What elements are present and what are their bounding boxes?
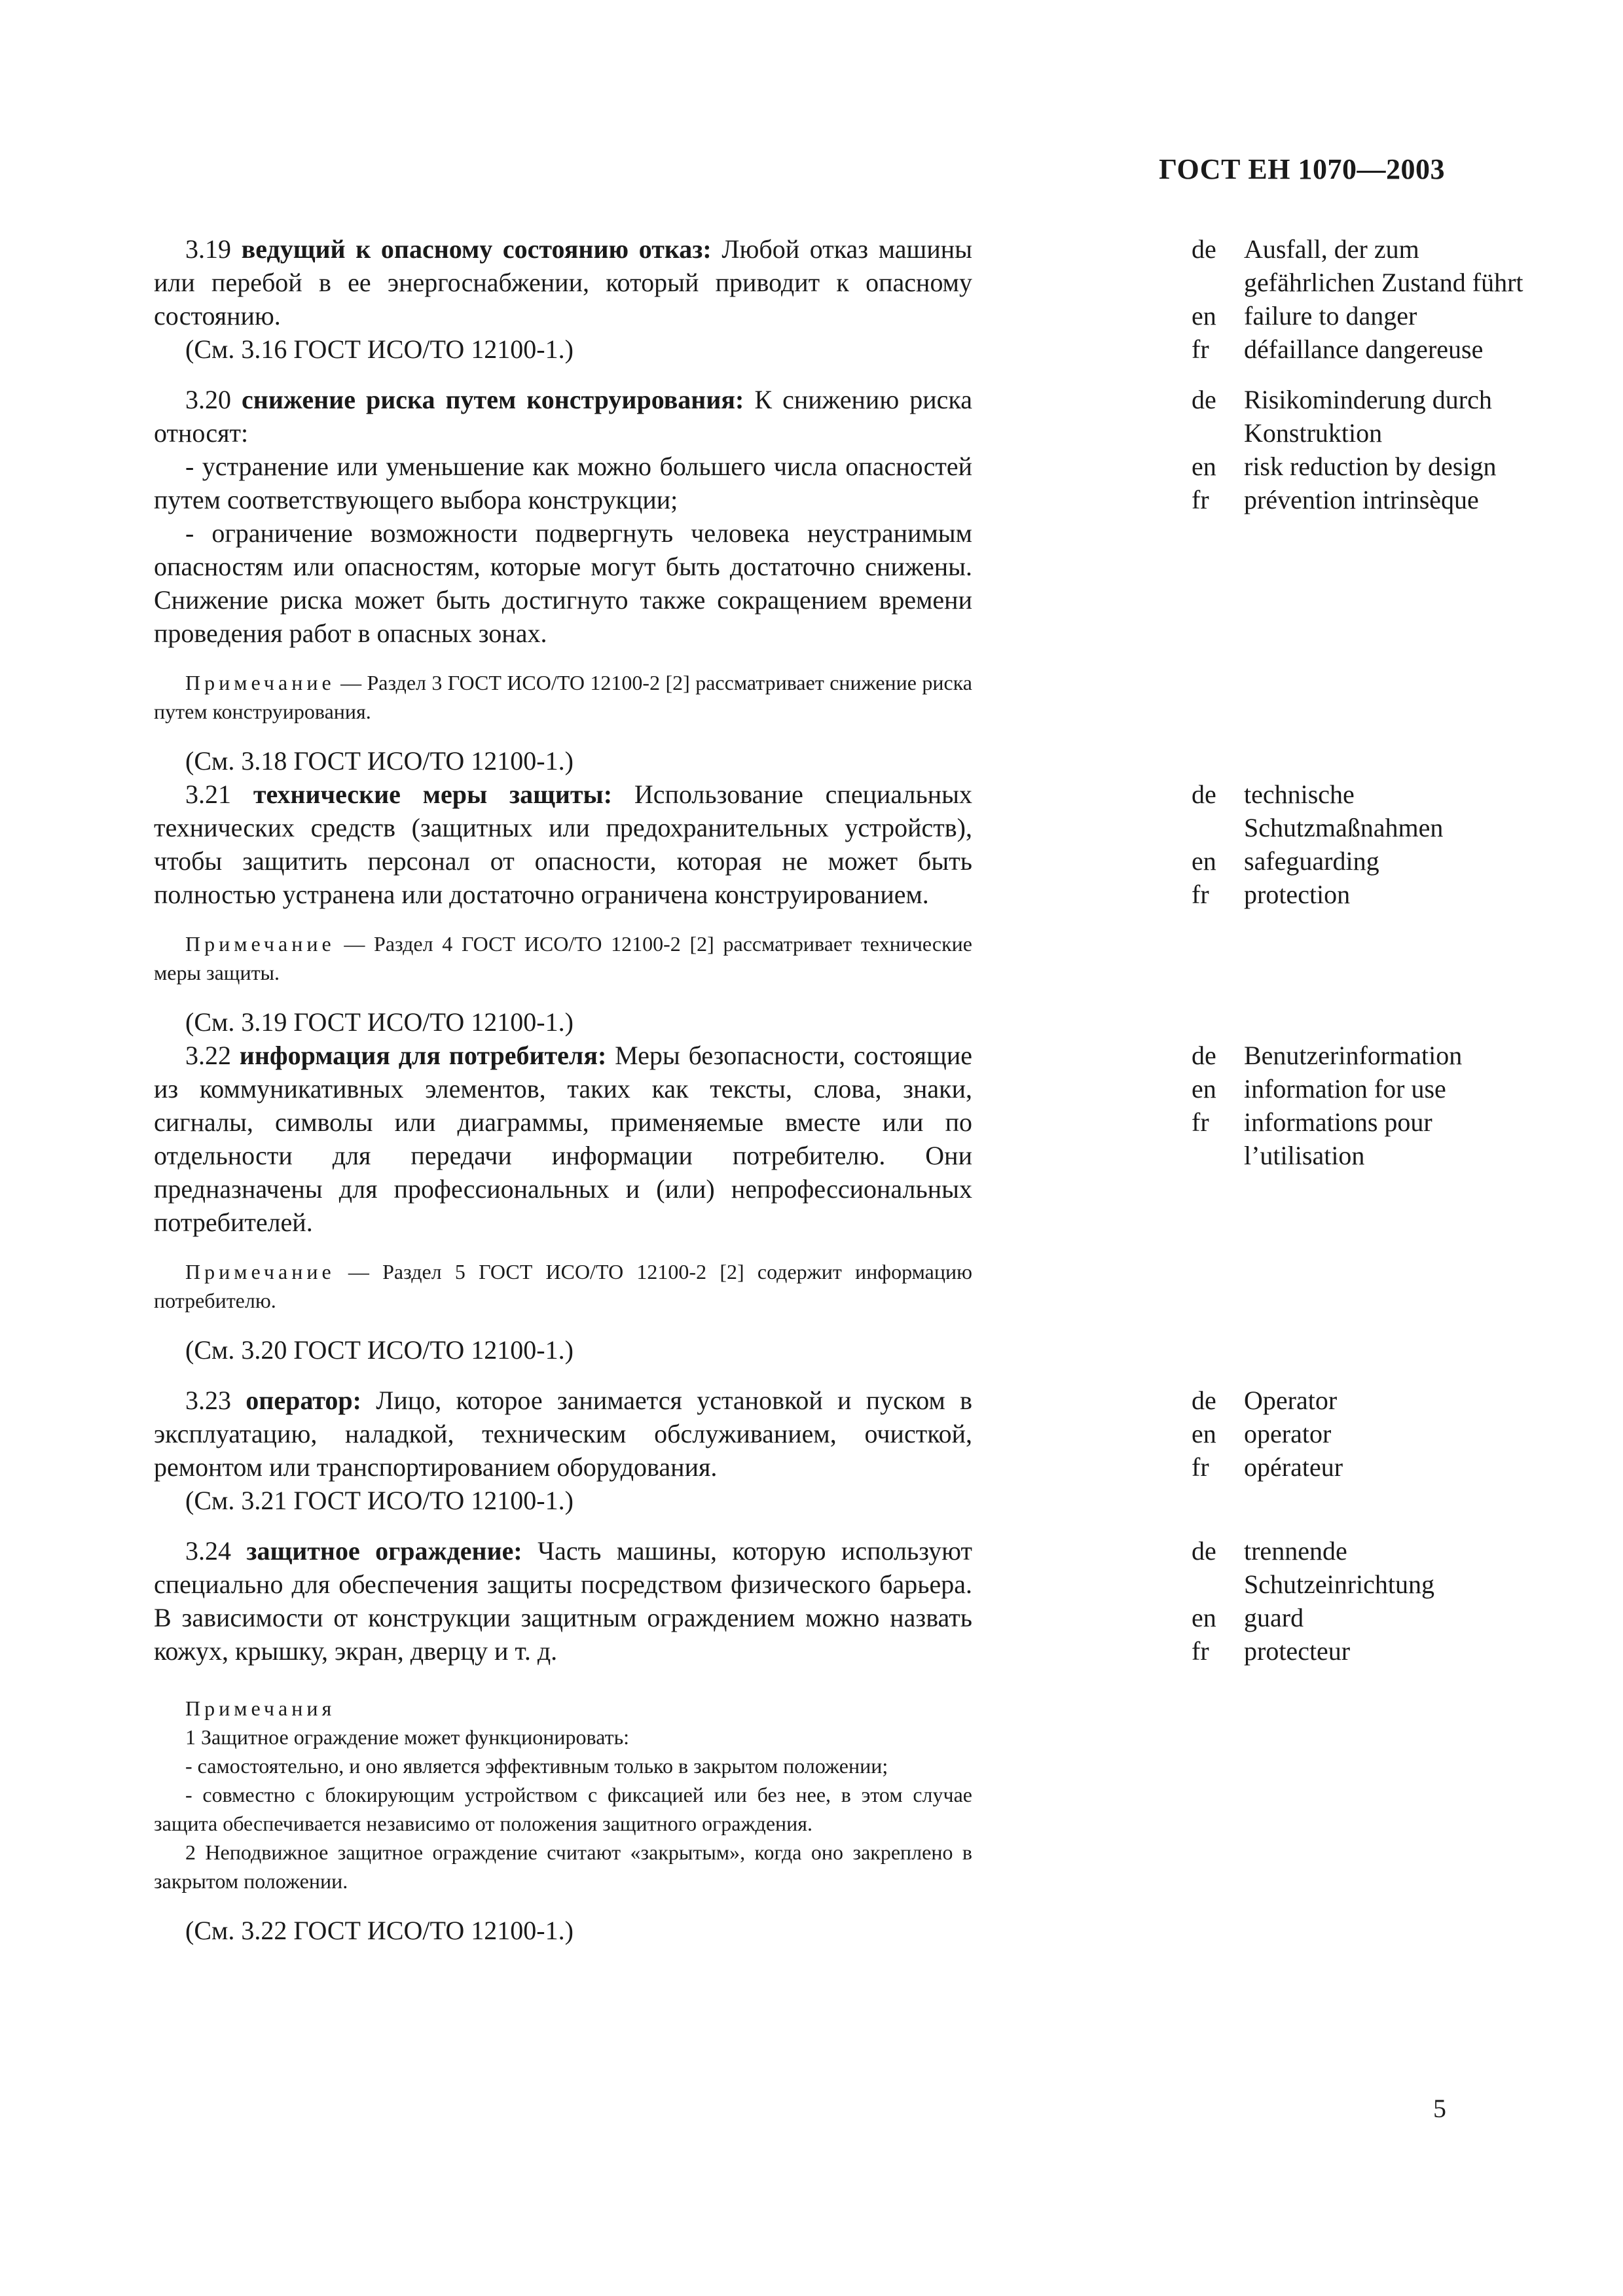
note-item: - совместно с блокирующим устройством с фиксацией или без нее, в этом случае защита обеспечивается независимо от положения защитного ограждения. bbox=[154, 1783, 972, 1835]
definition-paragraph bbox=[154, 778, 972, 911]
term-entry-3-24 bbox=[154, 1534, 1450, 1947]
definition-column bbox=[154, 383, 972, 778]
equivalent-text: opérateur bbox=[1244, 1452, 1343, 1482]
cross-reference: (См. 3.16 ГОСТ ИСО/ТО 12100-1.) bbox=[185, 334, 574, 364]
lang-code: en bbox=[1192, 1074, 1216, 1103]
term-entry-3-21 bbox=[154, 778, 1450, 1039]
equivalent-en bbox=[1192, 299, 1558, 332]
note bbox=[154, 929, 972, 987]
note-block bbox=[154, 668, 972, 726]
list-item: - устранение или уменьшение как можно большего числа опасностей путем соответствующего выбора конструкции; bbox=[154, 452, 972, 514]
equivalent-text: prévention intrinsèque bbox=[1244, 485, 1479, 514]
equivalent-en bbox=[1192, 1601, 1558, 1634]
equivalent-de bbox=[1192, 1384, 1558, 1417]
definition-paragraph bbox=[154, 1039, 972, 1239]
term-number: 3.19 bbox=[185, 234, 231, 264]
page-content bbox=[154, 232, 1523, 1947]
equivalent-text: Ausfall, der zum bbox=[1244, 234, 1419, 264]
lang-code: de bbox=[1192, 234, 1216, 264]
lang-code: fr bbox=[1192, 1107, 1209, 1137]
equivalents-column bbox=[1192, 232, 1558, 366]
equivalents-column bbox=[1192, 1534, 1558, 1668]
equivalent-text: Benutzerinformation bbox=[1244, 1041, 1463, 1070]
term-entry-3-22 bbox=[154, 1039, 1463, 1367]
note-block bbox=[154, 929, 972, 987]
term-number: 3.20 bbox=[185, 385, 231, 414]
term-definition: Использование специальных технических средств (защитных или предохранительных устройств), чтобы защитить персонал от опасности, которая не может быть полностью устранена или достаточно ограничена конструированием. bbox=[154, 780, 972, 909]
equivalent-text: information for use bbox=[1244, 1074, 1446, 1103]
lang-code: en bbox=[1192, 452, 1216, 481]
lang-code: fr bbox=[1192, 1636, 1209, 1666]
lang-code: en bbox=[1192, 846, 1216, 876]
lang-code: de bbox=[1192, 1536, 1216, 1566]
equivalent-text: Risikominderung durch bbox=[1244, 385, 1492, 414]
equivalent-de bbox=[1192, 778, 1558, 844]
note-text: — Раздел 4 ГОСТ ИСО/ТО 12100-2 [2] рассматривает технические меры защиты. bbox=[154, 932, 973, 984]
lang-code: de bbox=[1192, 385, 1216, 414]
equivalent-fr bbox=[1192, 483, 1558, 516]
equivalent-text: operator bbox=[1244, 1419, 1332, 1448]
equivalents-column bbox=[1192, 778, 1558, 911]
definition-column bbox=[154, 1534, 972, 1947]
cross-reference: (См. 3.21 ГОСТ ИСО/ТО 12100-1.) bbox=[185, 1486, 574, 1515]
lang-code: fr bbox=[1192, 880, 1209, 909]
equivalent-text: Operator bbox=[1244, 1386, 1338, 1415]
definition-paragraph bbox=[154, 232, 972, 332]
cross-reference: (См. 3.19 ГОСТ ИСО/ТО 12100-1.) bbox=[185, 1007, 574, 1037]
definition-paragraph bbox=[154, 383, 972, 450]
equivalent-fr bbox=[1192, 1450, 1558, 1484]
equivalent-en bbox=[1192, 1072, 1558, 1105]
equivalent-text: safeguarding bbox=[1244, 846, 1379, 876]
equivalent-text: technische bbox=[1244, 780, 1355, 809]
note bbox=[154, 668, 972, 726]
term-number: 3.24 bbox=[185, 1536, 231, 1566]
equivalent-text: gefährlichen Zustand führt bbox=[1244, 268, 1523, 297]
equivalent-text: défaillance dangereuse bbox=[1244, 334, 1484, 364]
lang-code: de bbox=[1192, 1041, 1216, 1070]
lang-code: de bbox=[1192, 1386, 1216, 1415]
document-header: ГОСТ ЕН 1070—2003 bbox=[1159, 153, 1445, 185]
term-definition: Любой отказ машины или перебой в ее энергоснабжении, который приводит к опасному состоянию. bbox=[154, 234, 973, 331]
equivalent-text: informations pour bbox=[1244, 1107, 1432, 1137]
cross-reference: (См. 3.20 ГОСТ ИСО/ТО 12100-1.) bbox=[185, 1335, 574, 1365]
list-item: - ограничение возможности подвергнуть человека неустранимым опасностям или опасностям, которые могут быть достаточно снижены. Снижение риска может быть достигнуто также сокращением времени проведения работ в опасных зонах. bbox=[154, 518, 972, 648]
equivalents-column bbox=[1192, 1039, 1558, 1172]
notes-block bbox=[154, 1694, 972, 1895]
term-definition: К снижению риска относят: bbox=[154, 385, 972, 448]
lang-code: en bbox=[1192, 1419, 1216, 1448]
term-definition: Меры безопасности, состоящие из коммуникативных элементов, таких как тексты, слова, знаки, сигналы, символы или диаграммы, применяемые вместе или по отдельности для передачи информации потребителю. Они предназначены для профессиональных и (или) непрофессиональных потребителей. bbox=[154, 1041, 973, 1237]
equivalent-fr bbox=[1192, 1634, 1558, 1668]
equivalent-en bbox=[1192, 1417, 1558, 1450]
equivalents-column bbox=[1192, 383, 1558, 516]
note-label: Примечание bbox=[185, 932, 335, 956]
note-label: Примечание bbox=[185, 1260, 335, 1283]
term-title: ведущий к опасному состоянию отказ: bbox=[241, 234, 712, 264]
term-definition: Часть машины, которую используют специально для обеспечения защиты посредством физического барьера. В зависимости от конструкции защитным ограждением можно назвать кожух, крышку, экран, дверцу и т. д. bbox=[154, 1536, 972, 1666]
term-entry-3-20 bbox=[154, 383, 1497, 778]
note bbox=[154, 1257, 972, 1315]
term-definition: Лицо, которое занимается установкой и пуском в эксплуатацию, наладкой, техническим обслуживанием, очисткой, ремонтом или транспортированием оборудования. bbox=[154, 1386, 973, 1482]
equivalent-text: protection bbox=[1244, 880, 1351, 909]
note-text: — Раздел 5 ГОСТ ИСО/ТО 12100-2 [2] содержит информацию потребителю. bbox=[154, 1260, 973, 1312]
term-entry-3-23 bbox=[154, 1384, 1450, 1517]
cross-reference: (См. 3.18 ГОСТ ИСО/ТО 12100-1.) bbox=[185, 746, 574, 776]
page-number: 5 bbox=[1433, 2094, 1446, 2123]
term-title: снижение риска путем конструирования: bbox=[242, 385, 744, 414]
lang-code: en bbox=[1192, 1603, 1216, 1632]
lang-code: en bbox=[1192, 301, 1216, 331]
equivalent-text: risk reduction by design bbox=[1244, 452, 1497, 481]
equivalent-en bbox=[1192, 450, 1558, 483]
lang-code: fr bbox=[1192, 485, 1209, 514]
lang-code: de bbox=[1192, 780, 1216, 809]
equivalent-en bbox=[1192, 844, 1558, 878]
equivalent-fr bbox=[1192, 878, 1558, 911]
equivalent-de bbox=[1192, 383, 1558, 450]
note-item: - самостоятельно, и оно является эффективным только в закрытом положении; bbox=[185, 1754, 888, 1778]
definition-column bbox=[154, 1384, 972, 1517]
definition-paragraph bbox=[154, 1534, 972, 1668]
note-item: 1 Защитное ограждение может функционировать: bbox=[185, 1725, 630, 1749]
notes-label-text: Примечания bbox=[185, 1696, 336, 1720]
term-title: технические меры защиты: bbox=[253, 780, 613, 809]
cross-reference: (См. 3.22 ГОСТ ИСО/ТО 12100-1.) bbox=[185, 1916, 574, 1945]
notes-label bbox=[154, 1694, 972, 1723]
term-title: информация для потребителя: bbox=[239, 1041, 607, 1070]
definition-column bbox=[154, 232, 972, 366]
term-title: защитное ограждение: bbox=[246, 1536, 522, 1566]
term-title: оператор: bbox=[246, 1386, 361, 1415]
equivalent-text: Schutzeinrichtung bbox=[1244, 1570, 1435, 1599]
note-block bbox=[154, 1257, 972, 1315]
term-number: 3.23 bbox=[185, 1386, 231, 1415]
note-text: — Раздел 3 ГОСТ ИСО/ТО 12100-2 [2] рассматривает снижение риска путем конструирования. bbox=[154, 671, 973, 723]
lang-code: fr bbox=[1192, 334, 1209, 364]
equivalent-text: guard bbox=[1244, 1603, 1304, 1632]
definition-column bbox=[154, 1039, 972, 1367]
term-number: 3.22 bbox=[185, 1041, 231, 1070]
lang-code: fr bbox=[1192, 1452, 1209, 1482]
equivalent-text: Schutzmaßnahmen bbox=[1244, 813, 1444, 842]
note-item: 2 Неподвижное защитное ограждение считают «закрытым», когда оно закреплено в закрытом положении. bbox=[154, 1840, 972, 1893]
note-label: Примечание bbox=[185, 671, 335, 694]
equivalent-de bbox=[1192, 232, 1558, 299]
definition-column bbox=[154, 778, 972, 1039]
equivalent-text: protecteur bbox=[1244, 1636, 1351, 1666]
equivalent-fr bbox=[1192, 332, 1558, 366]
equivalents-column bbox=[1192, 1384, 1558, 1484]
equivalent-text: failure to danger bbox=[1244, 301, 1417, 331]
equivalent-text: l’utilisation bbox=[1244, 1141, 1365, 1170]
equivalent-de bbox=[1192, 1039, 1558, 1072]
equivalent-fr bbox=[1192, 1105, 1558, 1172]
term-entry-3-19 bbox=[154, 232, 1523, 366]
term-number: 3.21 bbox=[185, 780, 231, 809]
definition-paragraph bbox=[154, 1384, 972, 1484]
equivalent-de bbox=[1192, 1534, 1558, 1601]
equivalent-text: trennende bbox=[1244, 1536, 1347, 1566]
equivalent-text: Konstruktion bbox=[1244, 418, 1383, 448]
